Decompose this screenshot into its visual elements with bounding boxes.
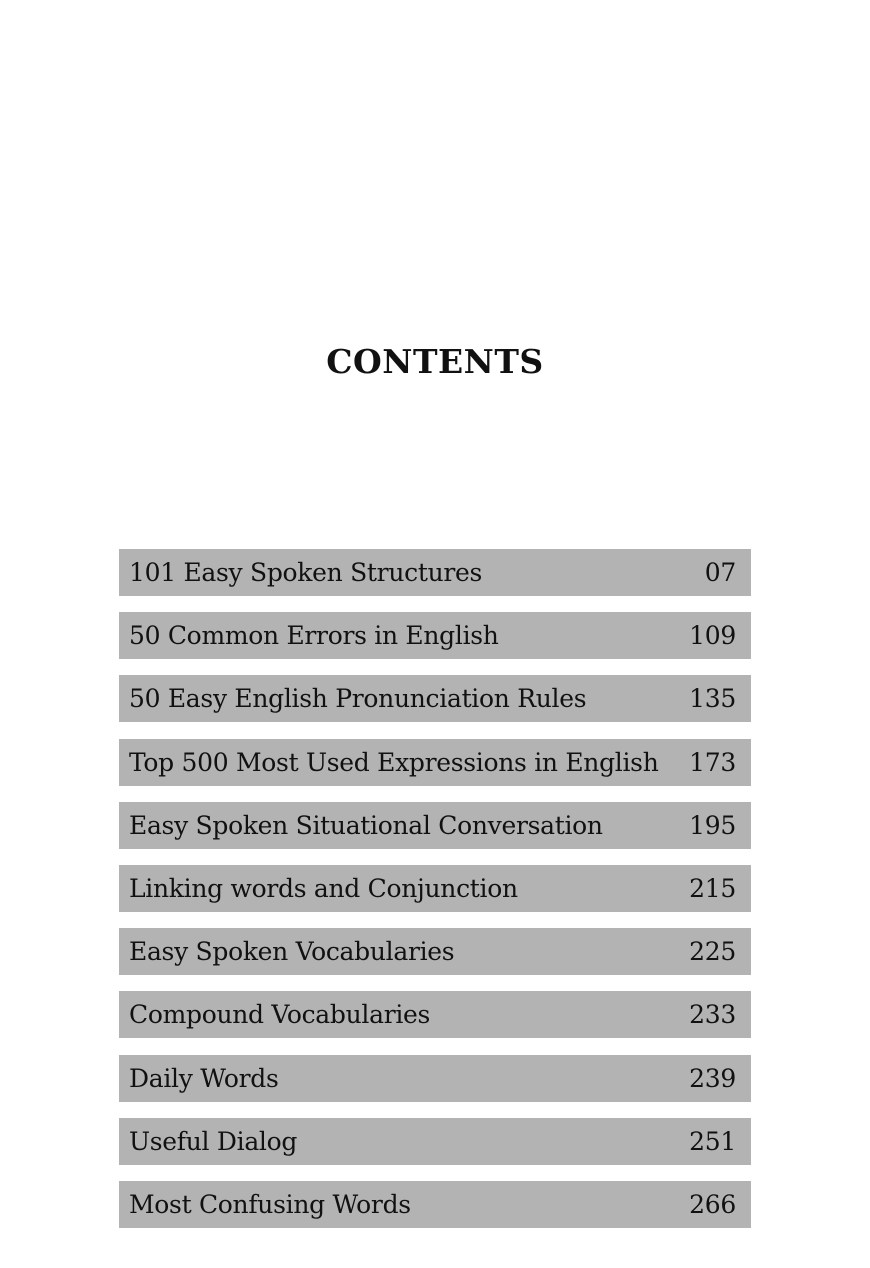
toc-row[interactable] — [119, 1055, 751, 1102]
toc-row[interactable] — [119, 865, 751, 912]
toc-entry-title: Compound Vocabularies — [129, 1000, 431, 1030]
toc-entry-title: 50 Easy English Pronunciation Rules — [129, 684, 587, 714]
toc-row[interactable] — [119, 1181, 751, 1228]
toc-entry-title: Top 500 Most Used Expressions in English — [129, 747, 659, 777]
toc-entry-title: 101 Easy Spoken Structures — [129, 558, 483, 587]
toc-row[interactable] — [119, 1118, 751, 1165]
toc-entry-page: 225 — [689, 937, 736, 967]
toc-entry-title: Most Confusing Words — [129, 1189, 411, 1219]
toc-entry-title: Easy Spoken Vocabularies — [129, 937, 455, 967]
toc-row[interactable] — [119, 549, 751, 596]
toc-entry-page: 239 — [689, 1063, 736, 1093]
table-of-contents — [119, 549, 751, 1244]
toc-entry-title: Easy Spoken Situational Conversation — [129, 810, 603, 840]
toc-entry-page: 135 — [689, 684, 736, 714]
page-title: CONTENTS — [326, 342, 544, 381]
toc-entry-page: 109 — [689, 621, 736, 651]
toc-row[interactable] — [119, 991, 751, 1038]
toc-row[interactable] — [119, 739, 751, 786]
toc-entry-page: 233 — [689, 1000, 736, 1030]
toc-entry-title: Daily Words — [129, 1063, 279, 1093]
toc-entry-page: 215 — [689, 873, 736, 903]
toc-entry-page: 195 — [689, 810, 736, 840]
toc-entry-page: 251 — [689, 1126, 736, 1156]
toc-entry-page: 173 — [689, 747, 736, 777]
toc-entry-page: 266 — [689, 1189, 736, 1219]
toc-row[interactable] — [119, 802, 751, 849]
toc-entry-title: Useful Dialog — [129, 1126, 298, 1156]
toc-row[interactable] — [119, 928, 751, 975]
toc-row[interactable] — [119, 612, 751, 659]
toc-row[interactable] — [119, 675, 751, 722]
toc-entry-title: Linking words and Conjunction — [129, 873, 518, 903]
toc-entry-page: 07 — [704, 558, 736, 587]
toc-entry-title: 50 Common Errors in English — [129, 621, 499, 651]
